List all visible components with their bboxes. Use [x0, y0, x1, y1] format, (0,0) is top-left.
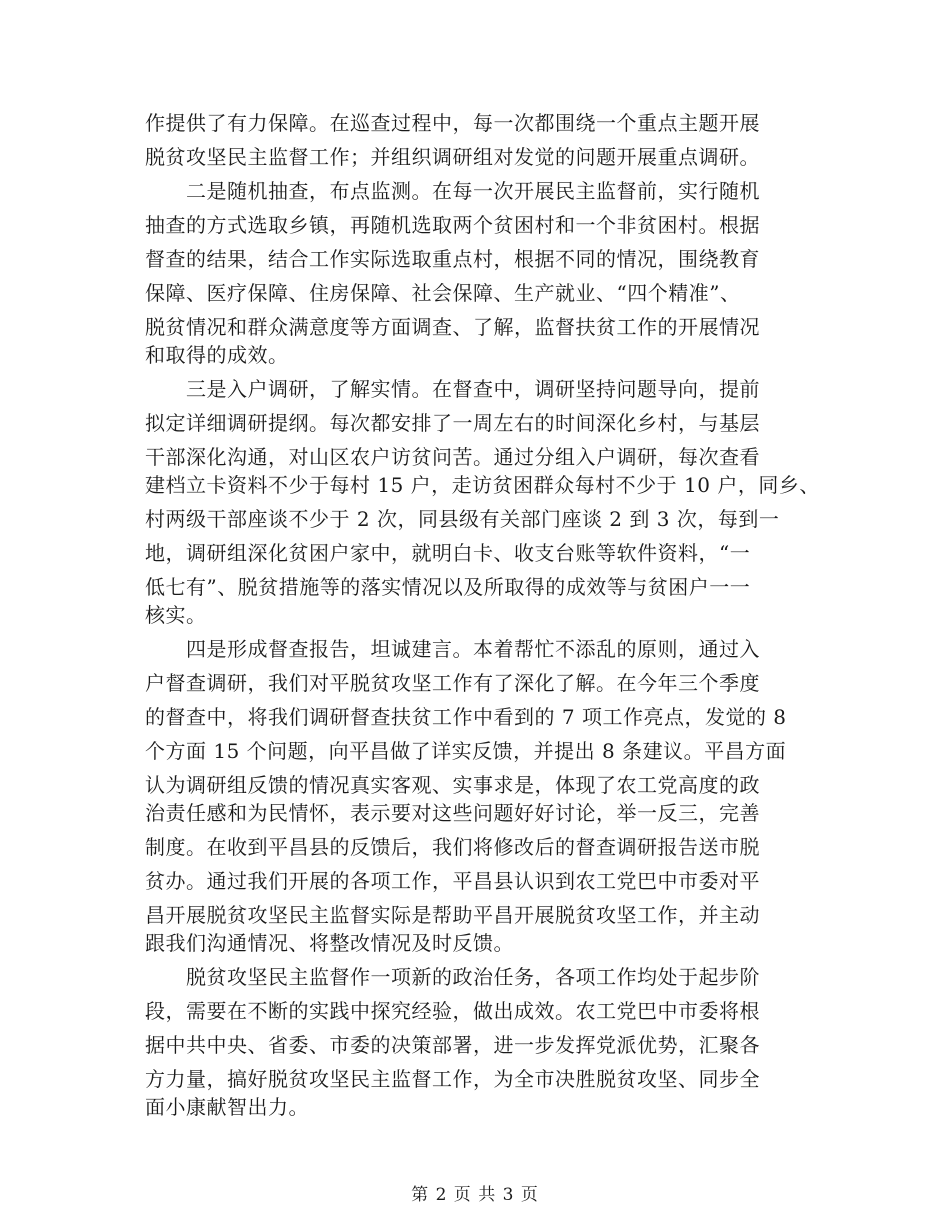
text-line: 地，调研组深化贫困户家中，就明白卡、收支台账等软件资料，“一 — [145, 541, 751, 565]
text-line: 制度。在收到平昌县的反馈后，我们将修改后的督查调研报告送市脱 — [145, 835, 760, 859]
paragraph-start-line: 脱贫攻坚民主监督作一项新的政治任务，各项工作均处于起步阶 — [186, 965, 760, 989]
paragraph-start-line: 二是随机抽查，布点监测。在每一次开展民主监督前，实行随机 — [186, 179, 760, 203]
text-line: 作提供了有力保障。在巡查过程中，每一次都围绕一个重点主题开展 — [145, 111, 760, 135]
paragraph-start-line: 三是入户调研，了解实情。在督查中，调研坚持问题导向，提前 — [186, 377, 760, 401]
text-line: 脱贫情况和群众满意度等方面调查、了解，监督扶贫工作的开展情况 — [145, 315, 760, 339]
text-line: 的督查中，将我们调研督查扶贫工作中看到的 7 项工作亮点，发觉的 8 — [145, 705, 787, 729]
text-line: 方力量，搞好脱贫攻坚民主监督工作，为全市决胜脱贫攻坚、同步全 — [145, 1067, 760, 1091]
text-line: 村两级干部座谈不少于 2 次，同县级有关部门座谈 2 到 3 次，每到一 — [145, 507, 780, 531]
text-line: 脱贫攻坚民主监督工作；并组织调研组对发觉的问题开展重点调研。 — [145, 145, 760, 169]
text-line: 保障、医疗保障、住房保障、社会保障、生产就业、“四个精准”、 — [145, 281, 741, 305]
text-line: 贫办。通过我们开展的各项工作，平昌县认识到农工党巴中市委对平 — [145, 869, 760, 893]
text-line: 建档立卡资料不少于每村 15 户，走访贫困群众每村不少于 10 户，同乡、 — [145, 473, 820, 497]
text-line: 拟定详细调研提纲。每次都安排了一周左右的时间深化乡村，与基层 — [145, 411, 760, 435]
text-line: 个方面 15 个问题，向平昌做了详实反馈，并提出 8 条建议。平昌方面 — [145, 739, 787, 763]
text-line: 认为调研组反馈的情况真实客观、实事求是，体现了农工党高度的政 — [145, 773, 760, 797]
paragraph-start-line: 四是形成督查报告，坦诚建言。本着帮忙不添乱的原则，通过入 — [186, 637, 760, 661]
text-line: 干部深化沟通，对山区农户访贫问苦。通过分组入户调研，每次查看 — [145, 445, 760, 469]
text-line: 段，需要在不断的实践中探究经验，做出成效。农工党巴中市委将根 — [145, 999, 760, 1023]
text-line: 昌开展脱贫攻坚民主监督实际是帮助平昌开展脱贫攻坚工作，并主动 — [145, 903, 760, 927]
text-line: 面小康献智出力。 — [145, 1095, 309, 1119]
text-line: 抽查的方式选取乡镇，再随机选取两个贫困村和一个非贫困村。根据 — [145, 213, 760, 237]
text-line: 督查的结果，结合工作实际选取重点村，根据不同的情况，围绕教育 — [145, 247, 760, 271]
text-line: 治责任感和为民情怀，表示要对这些问题好好讨论，举一反三，完善 — [145, 801, 760, 825]
text-line: 户督查调研，我们对平脱贫攻坚工作有了深化了解。在今年三个季度 — [145, 671, 760, 695]
text-line: 和取得的成效。 — [145, 343, 289, 367]
text-line: 据中共中央、省委、市委的决策部署，进一步发挥党派优势，汇聚各 — [145, 1033, 760, 1057]
text-line: 核实。 — [145, 603, 207, 627]
page-number-footer: 第 2 页 共 3 页 — [411, 1185, 539, 1205]
text-line: 跟我们沟通情况、将整改情况及时反馈。 — [145, 931, 514, 955]
text-line: 低七有”、脱贫措施等的落实情况以及所取得的成效等与贫困户一一 — [145, 575, 751, 599]
